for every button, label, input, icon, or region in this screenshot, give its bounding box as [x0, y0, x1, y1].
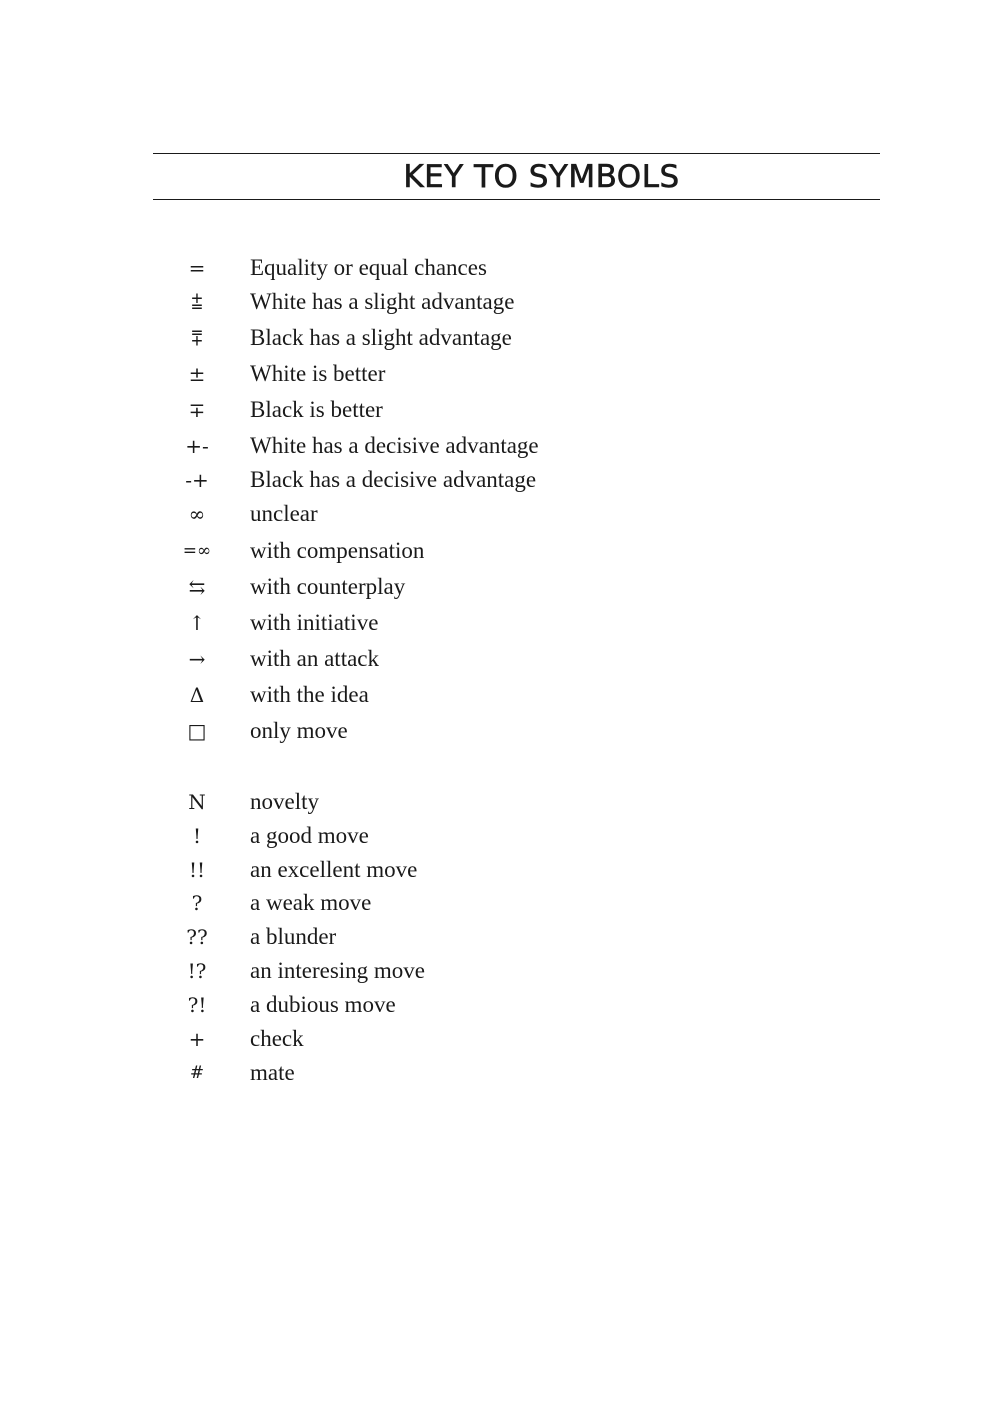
symbol-description: with the idea: [250, 682, 369, 707]
symbol-row: [0, 1024, 1000, 1054]
symbol-description: with counterplay: [250, 574, 406, 599]
page-title: KEY TO SYMBOLS: [403, 159, 680, 195]
symbol-row: [0, 465, 1000, 495]
symbol-description: an interesing move: [250, 958, 426, 983]
symbol-description: with an attack: [250, 646, 380, 671]
symbol-row: [0, 990, 1000, 1020]
symbol-description: an excellent move: [250, 857, 418, 882]
symbol-row: [0, 680, 1000, 710]
symbol-glyph: =∞: [182, 541, 212, 561]
symbol-glyph: ⩱: [191, 326, 203, 350]
symbol-row: [0, 716, 1000, 746]
symbol-row: [0, 922, 1000, 952]
symbol-description: unclear: [250, 501, 318, 526]
symbol-row: [0, 499, 1000, 529]
symbol-glyph: !: [192, 824, 202, 848]
symbol-row: [0, 888, 1000, 918]
symbol-description: Black has a slight advantage: [250, 325, 512, 350]
symbol-row: [0, 821, 1000, 851]
symbol-glyph: ??: [186, 925, 208, 949]
symbol-description: with initiative: [250, 610, 379, 635]
symbol-row: [0, 787, 1000, 817]
symbol-glyph: #: [189, 1063, 205, 1083]
symbol-row: [0, 323, 1000, 353]
symbol-row: [0, 855, 1000, 885]
symbol-glyph: ∞: [188, 502, 206, 526]
symbol-description: Black is better: [250, 397, 383, 422]
symbol-row: [0, 359, 1000, 389]
symbol-row: [0, 1058, 1000, 1088]
symbol-row: [0, 572, 1000, 602]
symbol-row: [0, 956, 1000, 986]
symbol-glyph: +: [188, 1027, 206, 1051]
symbol-glyph: ⩲: [191, 290, 203, 314]
title-block: [153, 153, 880, 200]
symbol-glyph: -+: [185, 468, 209, 492]
symbol-description: only move: [250, 718, 348, 743]
symbol-glyph: ⇆: [188, 575, 206, 599]
symbol-row: [0, 431, 1000, 461]
symbol-description: with compensation: [250, 538, 425, 563]
symbol-glyph: ?: [191, 891, 203, 915]
symbol-description: check: [250, 1026, 304, 1051]
symbol-row: [0, 644, 1000, 674]
symbol-glyph: !!: [188, 858, 206, 882]
symbol-row: [0, 395, 1000, 425]
symbol-glyph: +-: [185, 434, 209, 458]
symbol-glyph: →: [188, 647, 206, 671]
symbol-row: [0, 253, 1000, 283]
symbol-description: Equality or equal chances: [250, 255, 487, 280]
symbol-description: a blunder: [250, 924, 337, 949]
symbol-description: mate: [250, 1060, 295, 1085]
symbol-description: White has a slight advantage: [250, 289, 515, 314]
symbol-description: a dubious move: [250, 992, 396, 1017]
symbol-description: novelty: [250, 789, 319, 814]
symbol-description: White is better: [250, 361, 386, 386]
symbol-glyph: !?: [187, 959, 207, 983]
symbol-description: White has a decisive advantage: [250, 433, 539, 458]
symbol-glyph: ↑: [188, 611, 206, 635]
symbol-row: [0, 287, 1000, 317]
symbol-glyph: =: [188, 256, 206, 280]
symbol-glyph: ∓: [188, 398, 206, 422]
symbol-row: [0, 608, 1000, 638]
symbol-glyph: □: [187, 719, 207, 743]
symbol-glyph: N: [188, 790, 206, 814]
symbol-description: a good move: [250, 823, 369, 848]
symbol-glyph: Δ: [189, 683, 205, 707]
symbol-row: [0, 536, 1000, 566]
symbol-glyph: ?!: [187, 993, 207, 1017]
symbol-description: a weak move: [250, 890, 372, 915]
symbol-description: Black has a decisive advantage: [250, 467, 537, 492]
symbol-glyph: ±: [188, 362, 206, 386]
